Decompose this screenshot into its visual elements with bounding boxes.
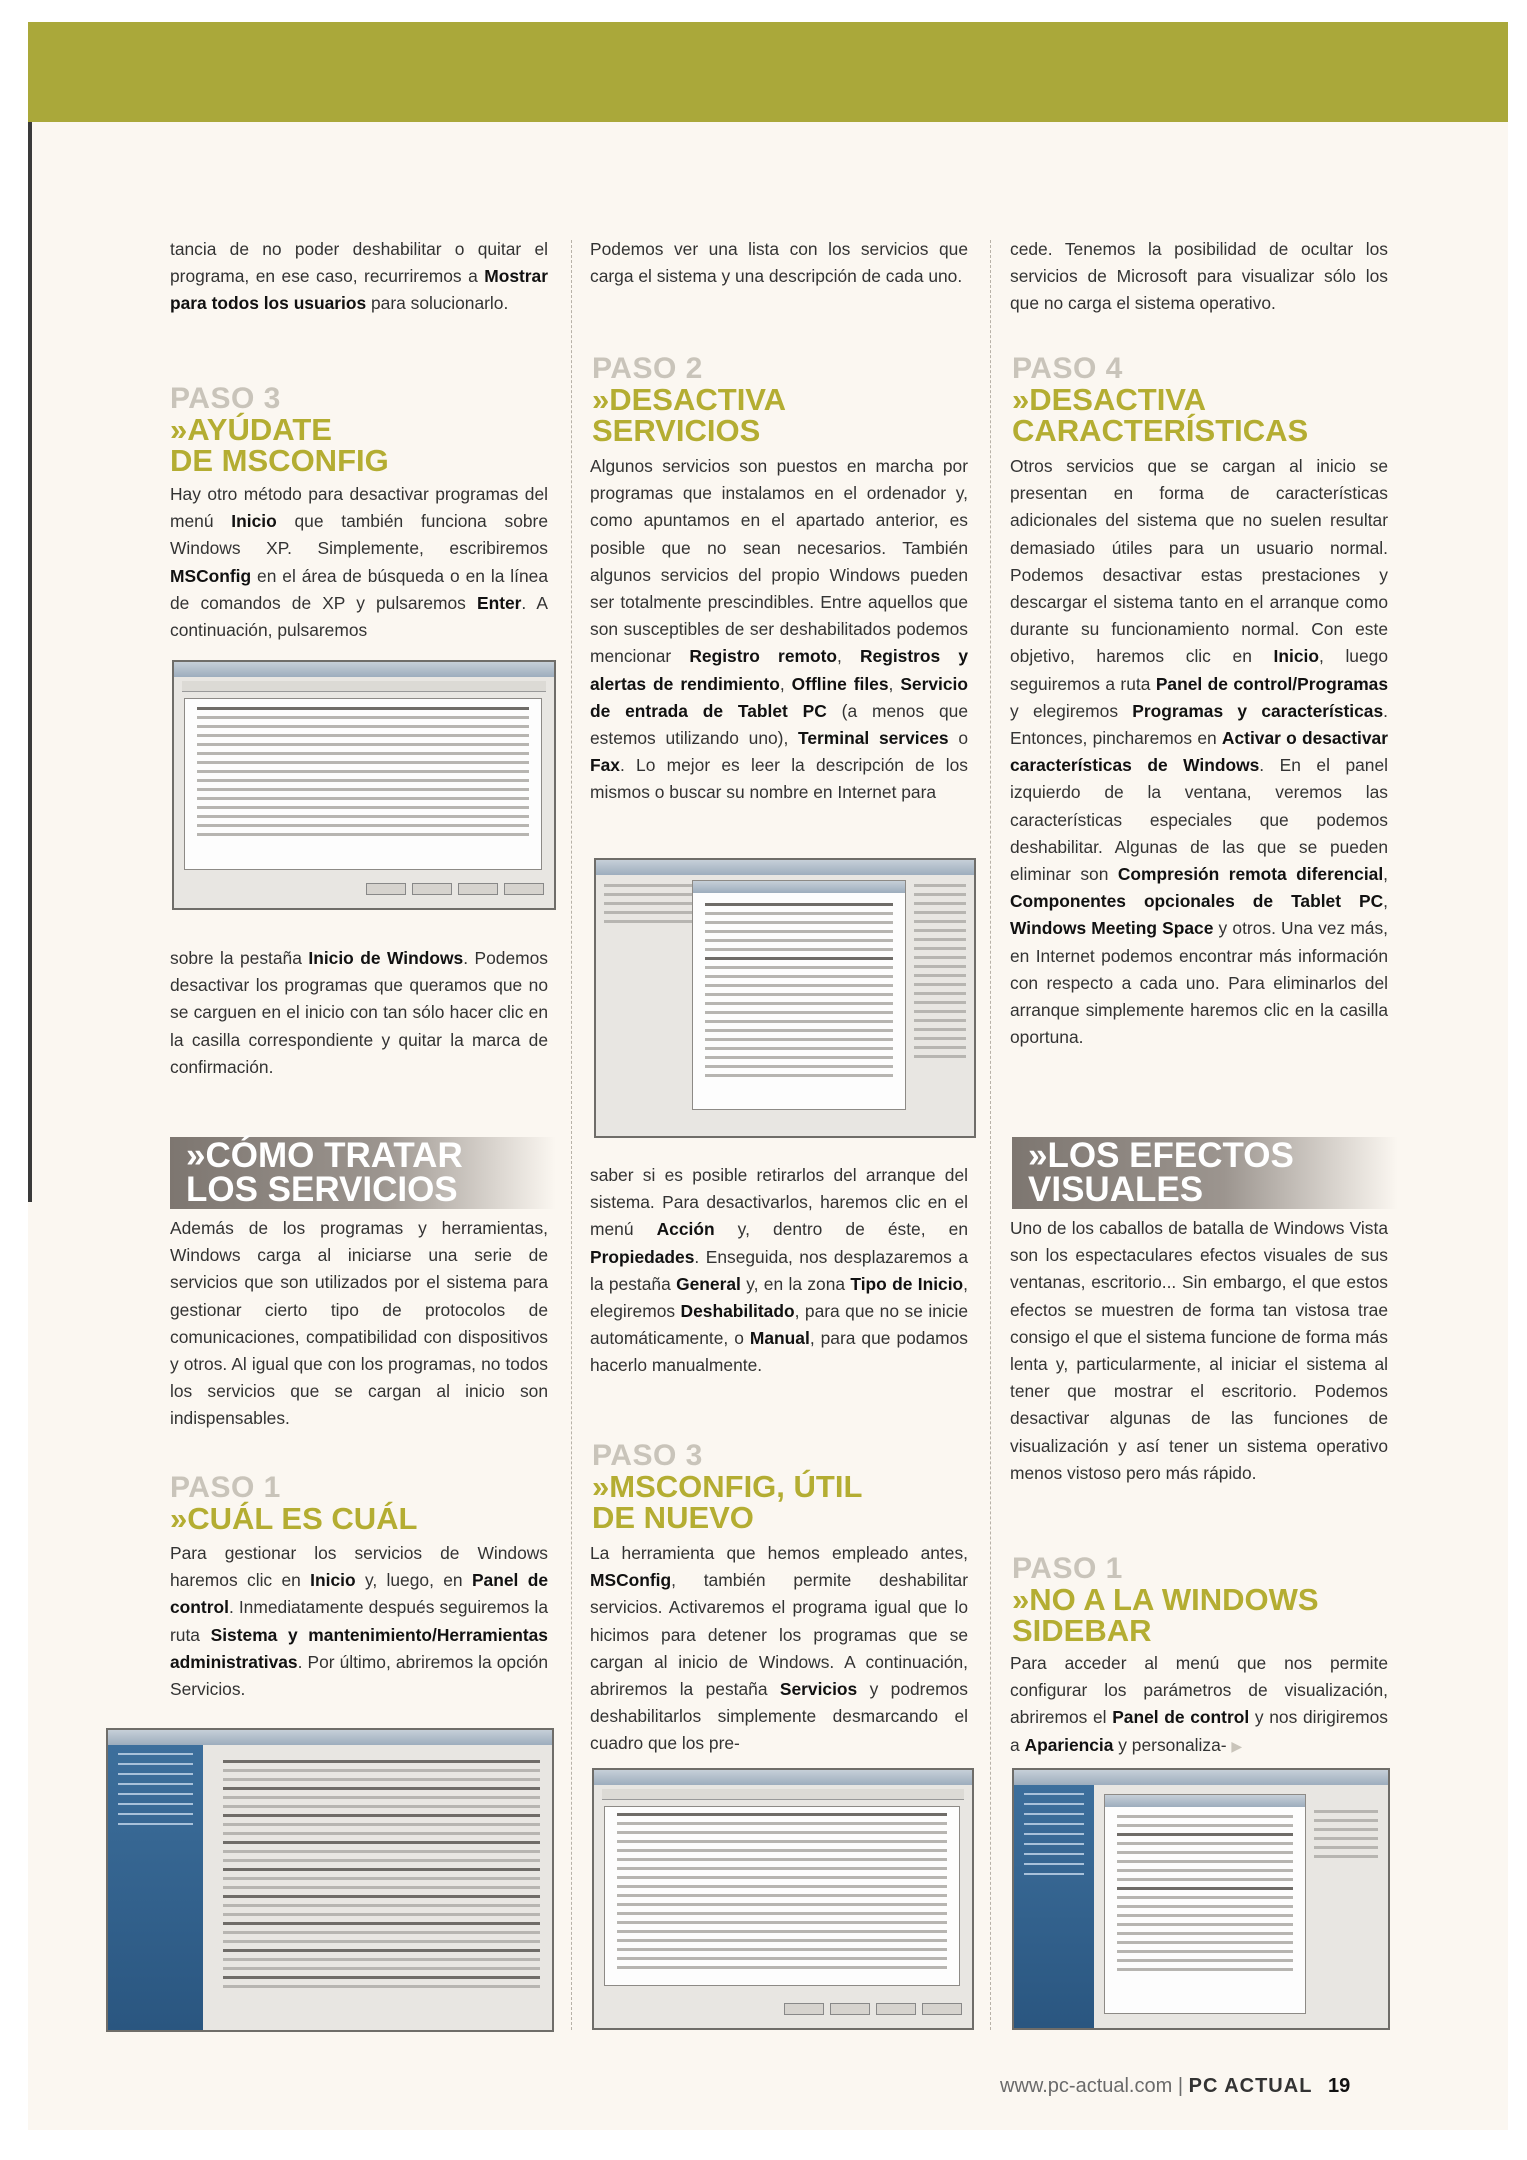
- col2-paso2-heading: [592, 354, 786, 446]
- section-how-to-treat-services: [170, 1137, 556, 1209]
- col2-intro: [590, 236, 968, 290]
- step-title: »AYÚDATE: [170, 412, 332, 447]
- step-title: »NO A LA WINDOWS: [1012, 1582, 1319, 1617]
- service-properties-screenshot: [594, 858, 976, 1138]
- section-title-line: LOS SERVICIOS: [186, 1170, 458, 1209]
- col2-paso2-body: [590, 453, 968, 807]
- col1-intro: [170, 236, 548, 318]
- magazine-brand: PC ACTUAL: [1188, 2075, 1313, 2097]
- page-edge: [28, 122, 32, 1202]
- col3-paso1-heading: [1012, 1554, 1319, 1646]
- col2-paso2-body-2: [590, 1162, 968, 1380]
- col1-paso3-body-2: [170, 945, 548, 1081]
- col2-paso3-body: [590, 1540, 968, 1758]
- step-title: SIDEBAR: [1012, 1613, 1152, 1648]
- col1-paso1-heading: [170, 1473, 417, 1534]
- step-label: PASO 4: [1012, 352, 1123, 385]
- footer-separator: |: [1177, 2075, 1184, 2097]
- section-title-line: »LOS EFECTOS: [1028, 1136, 1294, 1175]
- paso1-sidebar-text: [1010, 1650, 1388, 1760]
- col1-intro-text: tancia de no poder deshabilitar o quitar el programa, en ese caso, recurriremos a Mostrar para todos los usuarios para solucionarlo.: [170, 239, 548, 314]
- section1-text: Además de los programas y herramientas, Windows carga al iniciarse una serie de servicios que son utilizados por el sistema para gestionar cierto tipo de protocolos de comunicaciones, compatibilidad con dispositivos y otros. Al igual que con los programas, no todos los servicios que se cargan al inicio son indispensables.: [170, 1218, 548, 1429]
- col3-section2-body: [1010, 1215, 1388, 1487]
- footer-url: www.pc-actual.com: [1000, 2075, 1173, 2097]
- col1-paso1-body: [170, 1540, 548, 1703]
- step-label: PASO 3: [170, 382, 281, 415]
- step-title: CARACTERÍSTICAS: [1012, 413, 1309, 448]
- step-title: »CUÁL ES CUÁL: [170, 1501, 418, 1536]
- paso1-sidebar-text-content: Para acceder al menú que nos permite configurar los parámetros de visualización, abriremos el Panel de control y nos dirigiremos a Apariencia y personaliza-: [1010, 1653, 1388, 1755]
- section-title-line: VISUALES: [1028, 1170, 1204, 1209]
- step-title: »MSCONFIG, ÚTIL: [592, 1469, 863, 1504]
- col3-intro-text: cede. Tenemos la posibilidad de ocultar los servicios de Microsoft para visualizar sólo los que no carga el sistema operativo.: [1010, 239, 1388, 314]
- col2-intro-text: Podemos ver una lista con los servicios que carga el sistema y una descripción de cada uno.: [590, 239, 968, 287]
- paso3-text-2: sobre la pestaña Inicio de Windows. Podemos desactivar los programas que queramos que no se carguen en el inicio con tan sólo hacer clic en la casilla correspondiente y quitar la marca de confirmación.: [170, 948, 549, 1077]
- col3-paso1-body: [1010, 1650, 1388, 1760]
- step-title: DE MSCONFIG: [170, 443, 389, 478]
- step-title: »DESACTIVA: [1012, 382, 1207, 417]
- paso1-text: Para gestionar los servicios de Windows haremos clic en Inicio y, luego, en Panel de control. Inmediatamente después seguiremos la ruta Sistema y mantenimiento/Herramientas administrativas. Por último, abriremos la opción Servicios.: [170, 1543, 548, 1700]
- col3-intro: [1010, 236, 1388, 318]
- triangle-arrow-icon: ▶: [1231, 1737, 1243, 1754]
- page-number: 19: [1327, 2075, 1351, 2097]
- control-panel-screenshot: [106, 1728, 554, 2032]
- step-label: PASO 1: [170, 1471, 281, 1504]
- step-label: PASO 2: [592, 352, 703, 385]
- col3-paso4-heading: [1012, 354, 1308, 446]
- step-label: PASO 3: [592, 1439, 703, 1472]
- col2-paso3-heading: [592, 1441, 862, 1533]
- paso2-text-2: saber si es posible retirarlos del arranque del sistema. Para desactivarlos, haremos clic en el menú Acción y, dentro de éste, en Propiedades. Enseguida, nos desplazaremos a la pestaña General y, en la zona Tipo de Inicio, elegiremos Deshabilitado, para que no se inicie automáticamente, o Manual, para que podamos hacerlo manualmente.: [590, 1165, 969, 1376]
- paso2-text: Algunos servicios son puestos en marcha por programas que instalamos en el ordenador y, como apuntamos en el apartado anterior, es posible que no sean necesarios. También algunos servicios del propio Windows pueden ser totalmente prescindibles. Entre aquellos que son susceptibles de ser deshabilitados podemos mencionar Registro remoto, Registros y alertas de rendimiento, Offline files, Servicio de entrada de Tablet PC (a menos que estemos utilizando uno), Terminal services o Fax. Lo mejor es leer la descripción de los mismos o buscar su nombre en Internet para: [590, 456, 969, 803]
- column-divider: [990, 240, 991, 2030]
- paso4-text: Otros servicios que se cargan al inicio se presentan en forma de características adicionales del sistema que no suelen resultar demasiado útiles para un usuario normal. Podemos desactivar estas prestaciones y descargar el sistema tanto en el arranque como durante su funcionamiento normal. Con este objetivo, haremos clic en Inicio, luego seguiremos a ruta Panel de control/Programas y elegiremos Programas y características. Entonces, pincharemos en Activar o desactivar características de Windows. En el panel izquierdo de la ventana, veremos las características especiales que podemos deshabilitar. Algunas de las que se pueden eliminar son Compresión remota diferencial, Componentes opcionales de Tablet PC, Windows Meeting Space y otros. Una vez más, en Internet podemos encontrar más información con respecto a cada uno. Para eliminarlos del arranque simplemente haremos clic en la casilla oportuna.: [1010, 456, 1389, 1048]
- col1-section1-body: [170, 1215, 548, 1433]
- paso3-msconfig-text: La herramienta que hemos empleado antes, MSConfig, también permite deshabilitar servicios. Activaremos el programa igual que lo hicimos para detener los programas que se cargan al inicio de Windows. A continuación, abriremos la pestaña Servicios y podremos deshabilitarlos simplemente desmarcando el cuadro que los pre-: [590, 1543, 968, 1754]
- step-label: PASO 1: [1012, 1552, 1123, 1585]
- col1-paso3-body: [170, 481, 548, 644]
- page-footer: [1000, 2075, 1350, 2098]
- column-divider: [571, 240, 572, 2030]
- step-title: »DESACTIVA: [592, 382, 787, 417]
- section-visual-effects: [1012, 1137, 1398, 1209]
- paso3-text: Hay otro método para desactivar programas del menú Inicio que también funciona sobre Windows XP. Simplemente, escribiremos MSConfig en el área de búsqueda o en la línea de comandos de XP y pulsaremos Enter. A continuación, pulsaremos: [170, 484, 548, 641]
- step-title: DE NUEVO: [592, 1500, 754, 1535]
- sidebar-settings-screenshot: [1012, 1768, 1390, 2030]
- section-title-line: »CÓMO TRATAR: [186, 1136, 463, 1175]
- section2-text: Uno de los caballos de batalla de Windows Vista son los espectaculares efectos visuales de sus ventanas, escritorio... Sin embargo, el que estos efectos se muestren de forma tan vistosa trae consigo el que el sistema funcione de forma más lenta y, particularmente, al iniciar el sistema al tener que mostrar el escritorio. Podemos desactivar algunas de las funciones de visualización y así tener un sistema operativo menos vistoso pero más rápido.: [1010, 1218, 1388, 1483]
- col3-paso4-body: [1010, 453, 1388, 1051]
- msconfig-services-screenshot: [592, 1768, 974, 2030]
- col1-paso3-heading: [170, 384, 389, 476]
- step-title: SERVICIOS: [592, 413, 761, 448]
- msconfig-screenshot: [172, 660, 556, 910]
- top-color-band: [28, 22, 1508, 122]
